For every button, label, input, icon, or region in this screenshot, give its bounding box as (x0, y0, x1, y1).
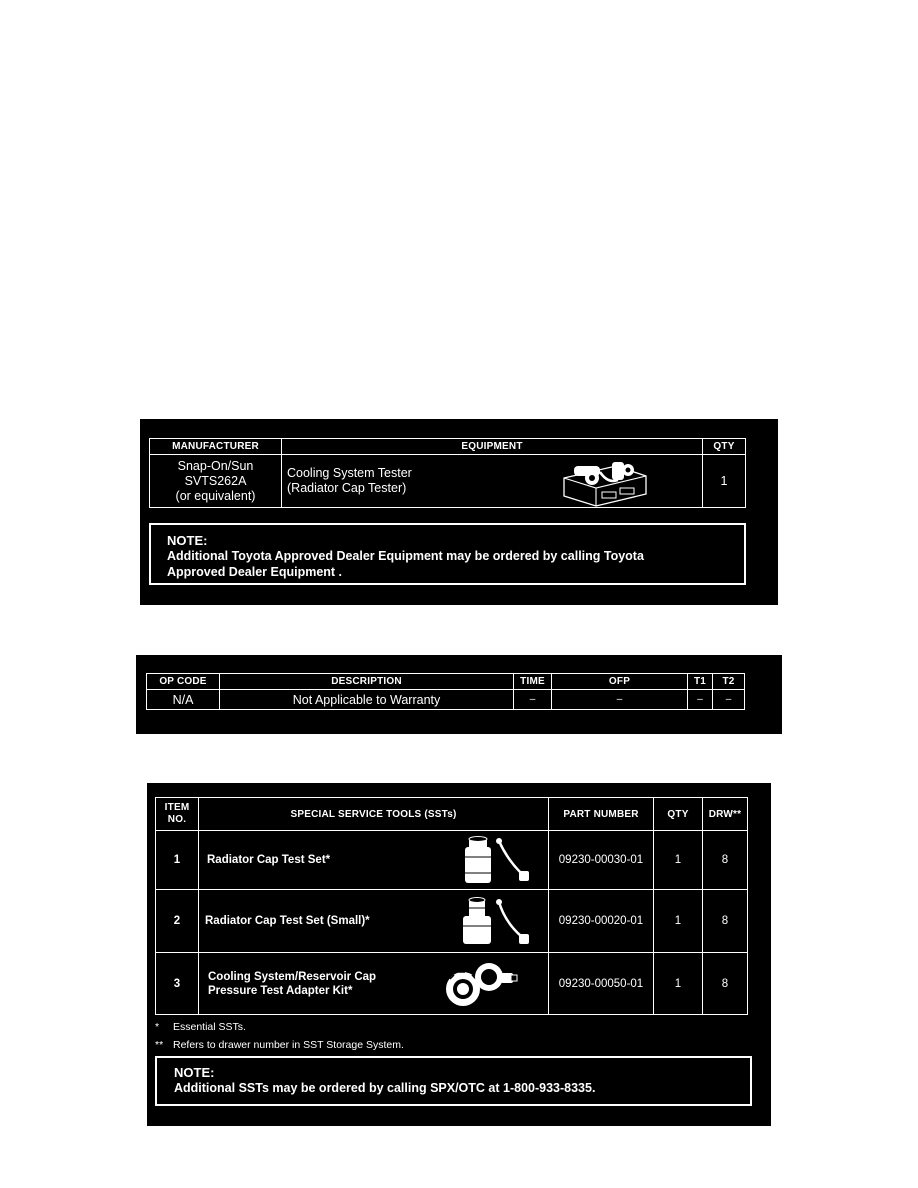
footnote-mark: * (155, 1021, 160, 1033)
cooling-system-tester-illustration (556, 456, 652, 508)
part-number-cell: 09230-00050-01 (549, 953, 654, 1015)
qty-cell: 1 (654, 953, 703, 1015)
warranty-header-t1: T1 (688, 674, 713, 690)
sst-header-tools: SPECIAL SERVICE TOOLS (SSTs) (199, 798, 549, 831)
sst-header-part-number: PART NUMBER (549, 798, 654, 831)
item-no-cell: 2 (156, 890, 199, 953)
sst-panel (147, 783, 771, 1126)
note-line: Approved Dealer Equipment . (167, 565, 343, 579)
item-no-cell: 3 (156, 953, 199, 1015)
equipment-note (149, 523, 746, 585)
header-line: NO. (167, 814, 187, 825)
warranty-header-t2: T2 (713, 674, 745, 690)
t1-cell: – (688, 690, 713, 710)
warranty-header-description: DESCRIPTION (220, 674, 514, 690)
footnote-text: Refers to drawer number in SST Storage System. (173, 1039, 404, 1051)
drawer-cell: 8 (703, 831, 748, 890)
tool-name: Radiator Cap Test Set (Small)* (205, 915, 370, 927)
qty-cell: 1 (703, 455, 746, 508)
warranty-header-op-code: OP CODE (147, 674, 220, 690)
equipment-line: (Radiator Cap Tester) (287, 481, 407, 495)
tool-name: Radiator Cap Test Set* (207, 854, 331, 866)
radiator-cap-test-set-illustration (447, 833, 543, 889)
manufacturer-line: SVTS262A (184, 473, 247, 488)
equipment-panel (140, 419, 778, 605)
tool-name-cell (199, 953, 549, 1015)
part-number-cell: 09230-00020-01 (549, 890, 654, 953)
footnote-drawer (155, 1039, 404, 1051)
equipment-table (149, 438, 746, 508)
equipment-header-equipment: EQUIPMENT (282, 439, 703, 455)
warranty-table (146, 673, 745, 710)
warranty-header-time: TIME (514, 674, 552, 690)
qty-cell: 1 (654, 831, 703, 890)
footnote-text: Essential SSTs. (173, 1021, 246, 1033)
footnote-mark: ** (155, 1039, 164, 1051)
equipment-header-manufacturer: MANUFACTURER (150, 439, 282, 455)
header-line: ITEM (164, 802, 190, 813)
sst-header-item-no (156, 798, 199, 831)
manufacturer-cell (150, 455, 282, 508)
description-cell: Not Applicable to Warranty (220, 690, 514, 710)
manufacturer-line: Snap-On/Sun (177, 458, 254, 473)
table-row (156, 831, 748, 890)
pressure-test-adapter-kit-illustration (437, 955, 523, 1011)
part-number-cell: 09230-00030-01 (549, 831, 654, 890)
sst-note (155, 1056, 752, 1106)
op-code-cell: N/A (147, 690, 220, 710)
drawer-cell: 8 (703, 890, 748, 953)
equipment-header-qty: QTY (703, 439, 746, 455)
sst-header-qty: QTY (654, 798, 703, 831)
tool-name-cell (199, 890, 549, 953)
table-row (156, 890, 748, 953)
tool-name-cell (199, 831, 549, 890)
tool-name: Cooling System/Reservoir Cap (208, 970, 377, 983)
note-text: Additional SSTs may be ordered by calling SPX/OTC at 1-800-933-8335. (174, 1081, 596, 1095)
sst-header-drw: DRW** (703, 798, 748, 831)
note-line: Additional Toyota Approved Dealer Equipment may be ordered by calling Toyota (167, 549, 644, 563)
tool-name: Pressure Test Adapter Kit* (208, 984, 353, 997)
radiator-cap-test-set-small-illustration (447, 892, 543, 950)
note-title: NOTE: (174, 1065, 215, 1080)
time-cell: – (514, 690, 552, 710)
t2-cell: – (713, 690, 745, 710)
footnote-essential (155, 1021, 246, 1033)
note-title: NOTE: (167, 533, 208, 548)
drawer-cell: 8 (703, 953, 748, 1015)
equipment-cell (282, 455, 703, 508)
manufacturer-line: (or equivalent) (175, 488, 256, 503)
sst-table (155, 797, 748, 1015)
warranty-panel (136, 655, 782, 734)
table-row (156, 953, 748, 1015)
qty-cell: 1 (654, 890, 703, 953)
warranty-header-ofp: OFP (552, 674, 688, 690)
equipment-line: Cooling System Tester (287, 466, 412, 480)
ofp-cell: – (552, 690, 688, 710)
item-no-cell: 1 (156, 831, 199, 890)
